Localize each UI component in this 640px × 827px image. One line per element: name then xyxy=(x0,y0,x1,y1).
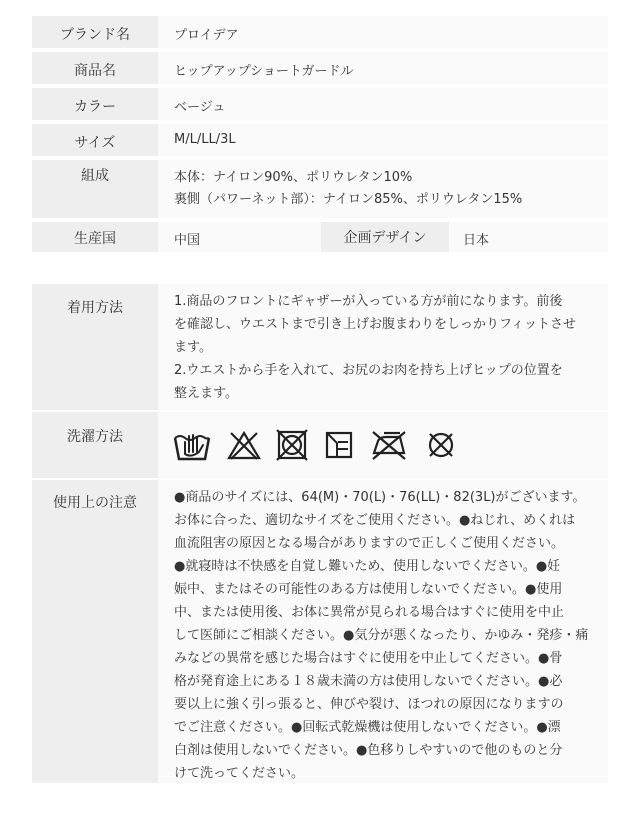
origin-label: 生産国 xyxy=(32,222,158,252)
product-value: ヒップアップショートガードル xyxy=(158,52,608,84)
no-dry-clean-icon xyxy=(425,429,457,461)
caution-line: 中、または使用後、お体に異常が見られる場合はすぐに使用を中止 xyxy=(174,605,565,620)
brand-row xyxy=(32,16,608,48)
usage-row xyxy=(32,284,608,410)
brand-label: ブランド名 xyxy=(32,16,158,48)
usage-line: 2.ウエストから手を入れて、お尻のお肉を持ち上げヒップの位置を xyxy=(174,363,563,378)
caution-line: 格が発育途上にある１８歳未満の方は使用しないでください。●必 xyxy=(174,674,563,689)
composition-line-2: 裏側（パワーネット部）：ナイロン85%、ポリウレタン15% xyxy=(174,192,523,207)
origin-value: 中国 xyxy=(158,222,321,252)
color-row xyxy=(32,88,608,120)
caution-text xyxy=(158,480,608,783)
usage-label: 着用方法 xyxy=(32,284,158,410)
usage-line: を確認し、ウエストまで引き上げお腹まわりをしっかりフィットさせ xyxy=(174,317,576,332)
composition-value xyxy=(158,160,608,218)
caution-line: して医師にご相談ください。●気分が悪くなったり、かゆみ・発疹・痛 xyxy=(174,628,589,643)
usage-line: 1.商品のフロントにギャザーが入っている方が前になります。前後 xyxy=(174,294,563,309)
washing-icons xyxy=(158,412,608,478)
composition-label: 組成 xyxy=(32,160,158,218)
size-label: サイズ xyxy=(32,124,158,156)
design-value: 日本 xyxy=(449,222,608,252)
caution-line: 白剤は使用しないでください。●色移りしやすいので他のものと分 xyxy=(174,743,563,758)
line-dry-shade-icon xyxy=(323,429,355,461)
color-value: ベージュ xyxy=(158,88,608,120)
size-row xyxy=(32,124,608,156)
usage-line: 整えます。 xyxy=(174,386,238,401)
hand-wash-icon xyxy=(172,428,212,462)
design-label: 企画デザイン xyxy=(321,222,449,252)
washing-label: 洗濯方法 xyxy=(32,412,158,478)
no-iron-icon xyxy=(370,429,410,461)
caution-line: ●就寝時は不快感を自覚し難いため、使用しないでください。●妊 xyxy=(174,559,561,574)
composition-line-1: 本体：ナイロン90%、ポリウレタン10% xyxy=(174,170,413,185)
caution-line: 血流阻害の原因となる場合がありますので正しくご使用ください。 xyxy=(174,536,565,551)
caution-line: 要以上に強く引っ張ると、伸びや裂け、ほつれの原因になりますの xyxy=(174,697,564,712)
caution-line: でご注意ください。●回転式乾燥機は使用しないでください。●漂 xyxy=(174,720,561,735)
washing-row xyxy=(32,412,608,478)
usage-line: ます。 xyxy=(174,340,212,355)
caution-line: ●商品のサイズには、64(M)・70(L)・76(LL)・82(3L)がございます。 xyxy=(174,490,586,505)
caution-label: 使用上の注意 xyxy=(32,480,158,783)
usage-text xyxy=(158,284,608,410)
composition-row xyxy=(32,160,608,218)
caution-line: けて洗ってください。 xyxy=(174,766,305,781)
origin-row xyxy=(32,222,608,252)
caution-row xyxy=(32,480,608,783)
product-row xyxy=(32,52,608,84)
size-value: M/L/LL/3L xyxy=(158,124,608,156)
no-bleach-icon xyxy=(227,429,261,461)
product-label: 商品名 xyxy=(32,52,158,84)
caution-line: お体に合った、適切なサイズをご使用ください。●ねじれ、めくれは xyxy=(174,513,576,528)
no-tumble-dry-icon xyxy=(276,429,308,461)
color-label: カラー xyxy=(32,88,158,120)
caution-line: みなどの異常を感じた場合はすぐに使用を中止してください。●骨 xyxy=(174,651,563,666)
brand-value: プロイデア xyxy=(158,16,608,48)
caution-line: 娠中、またはその可能性のある方は使用しないでください。●使用 xyxy=(174,582,563,597)
